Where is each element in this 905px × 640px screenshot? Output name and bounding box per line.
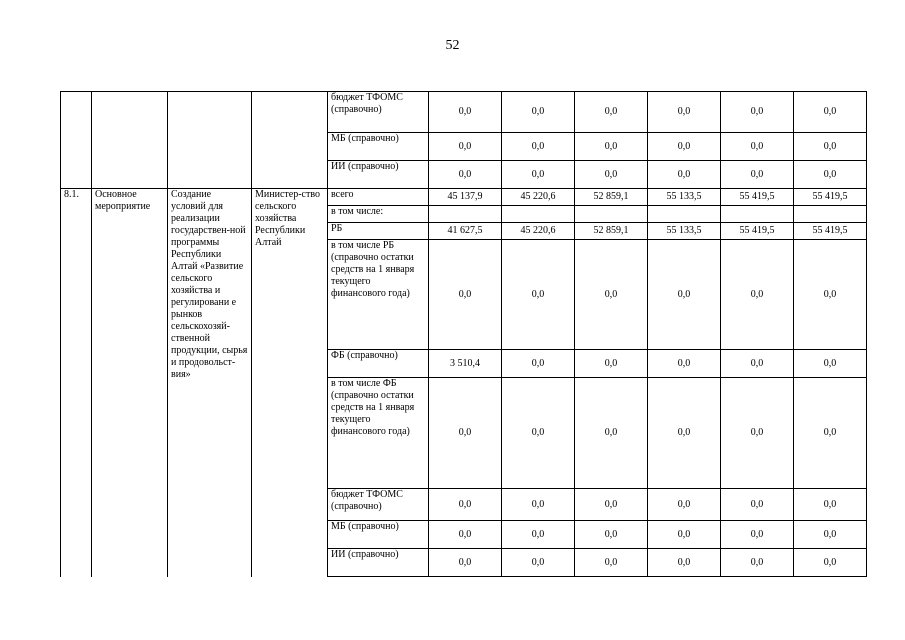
source-cell: МБ (справочно) — [328, 133, 429, 161]
value-cell: 0,0 — [575, 92, 648, 133]
value-cell — [648, 206, 721, 223]
value-cell: 0,0 — [721, 240, 794, 350]
value-cell: 45 137,9 — [429, 189, 502, 206]
value-cell: 55 419,5 — [794, 223, 867, 240]
value-cell: 3 510,4 — [429, 350, 502, 378]
value-cell: 0,0 — [502, 521, 575, 549]
value-cell: 0,0 — [502, 92, 575, 133]
source-cell: ФБ (справочно) — [328, 350, 429, 378]
source-cell: ИИ (справочно) — [328, 161, 429, 189]
value-cell: 0,0 — [794, 378, 867, 489]
value-cell: 0,0 — [502, 240, 575, 350]
value-cell: 0,0 — [429, 378, 502, 489]
empty-cell-type — [92, 92, 168, 189]
value-cell: 0,0 — [502, 489, 575, 521]
value-cell: 55 133,5 — [648, 189, 721, 206]
value-cell: 0,0 — [721, 161, 794, 189]
value-cell: 0,0 — [648, 489, 721, 521]
empty-cell-number — [61, 92, 92, 189]
source-cell: ИИ (справочно) — [328, 549, 429, 577]
value-cell: 0,0 — [429, 133, 502, 161]
value-cell: 0,0 — [575, 133, 648, 161]
item-type: Основное мероприятие — [92, 189, 168, 577]
source-cell: РБ — [328, 223, 429, 240]
value-cell: 0,0 — [794, 161, 867, 189]
value-cell: 0,0 — [648, 521, 721, 549]
source-cell: бюджет ТФОМС (справочно) — [328, 92, 429, 133]
value-cell: 45 220,6 — [502, 223, 575, 240]
value-cell: 52 859,1 — [575, 189, 648, 206]
value-cell: 41 627,5 — [429, 223, 502, 240]
value-cell: 0,0 — [794, 133, 867, 161]
page-number: 52 — [445, 38, 460, 53]
value-cell: 0,0 — [502, 549, 575, 577]
value-cell — [575, 206, 648, 223]
source-cell: в том числе РБ (справочно остатки средств на 1 января текущего финансового года) — [328, 240, 429, 350]
value-cell: 0,0 — [575, 161, 648, 189]
value-cell: 0,0 — [429, 240, 502, 350]
value-cell: 0,0 — [721, 489, 794, 521]
value-cell: 0,0 — [648, 378, 721, 489]
empty-cell-name — [168, 92, 252, 189]
value-cell: 55 419,5 — [794, 189, 867, 206]
value-cell — [721, 206, 794, 223]
item-name: Создание условий для реализации государствен-ной программы Республики Алтай «Развитие сельского хозяйства и регулировани е рынков сельскохозяй-ственной продукции, сырья и продовольст-вия» — [168, 189, 252, 577]
value-cell: 55 419,5 — [721, 189, 794, 206]
value-cell: 0,0 — [721, 92, 794, 133]
value-cell: 0,0 — [429, 521, 502, 549]
value-cell: 0,0 — [794, 350, 867, 378]
item-executor: Министер-ство сельского хозяйства Республики Алтай — [252, 189, 328, 577]
value-cell: 0,0 — [721, 521, 794, 549]
value-cell: 0,0 — [794, 240, 867, 350]
value-cell: 0,0 — [502, 161, 575, 189]
value-cell: 0,0 — [648, 549, 721, 577]
value-cell: 0,0 — [575, 378, 648, 489]
source-cell: всего — [328, 189, 429, 206]
value-cell: 0,0 — [648, 92, 721, 133]
value-cell: 0,0 — [429, 161, 502, 189]
value-cell: 0,0 — [648, 161, 721, 189]
value-cell: 0,0 — [502, 378, 575, 489]
value-cell: 0,0 — [721, 378, 794, 489]
value-cell: 0,0 — [575, 521, 648, 549]
value-cell: 0,0 — [721, 133, 794, 161]
value-cell — [429, 206, 502, 223]
table-row — [61, 189, 867, 206]
value-cell: 0,0 — [575, 489, 648, 521]
empty-cell-executor — [252, 92, 328, 189]
value-cell — [502, 206, 575, 223]
value-cell: 55 133,5 — [648, 223, 721, 240]
value-cell: 0,0 — [794, 521, 867, 549]
value-cell: 0,0 — [575, 240, 648, 350]
value-cell: 0,0 — [721, 350, 794, 378]
value-cell: 0,0 — [648, 240, 721, 350]
budget-table — [60, 91, 867, 577]
value-cell: 52 859,1 — [575, 223, 648, 240]
value-cell — [794, 206, 867, 223]
value-cell: 0,0 — [429, 549, 502, 577]
item-number: 8.1. — [61, 189, 92, 577]
table-body — [61, 92, 867, 577]
value-cell: 0,0 — [429, 92, 502, 133]
value-cell: 0,0 — [794, 549, 867, 577]
source-cell: в том числе: — [328, 206, 429, 223]
source-cell: бюджет ТФОМС (справочно) — [328, 489, 429, 521]
value-cell: 0,0 — [794, 489, 867, 521]
value-cell: 55 419,5 — [721, 223, 794, 240]
value-cell: 0,0 — [575, 350, 648, 378]
value-cell: 0,0 — [575, 549, 648, 577]
value-cell: 45 220,6 — [502, 189, 575, 206]
value-cell: 0,0 — [648, 350, 721, 378]
source-cell: в том числе ФБ (справочно остатки средств на 1 января текущего финансового года) — [328, 378, 429, 489]
value-cell: 0,0 — [429, 489, 502, 521]
value-cell: 0,0 — [648, 133, 721, 161]
table-row — [61, 92, 867, 133]
value-cell: 0,0 — [794, 92, 867, 133]
value-cell: 0,0 — [502, 350, 575, 378]
value-cell: 0,0 — [502, 133, 575, 161]
source-cell: МБ (справочно) — [328, 521, 429, 549]
value-cell: 0,0 — [721, 549, 794, 577]
